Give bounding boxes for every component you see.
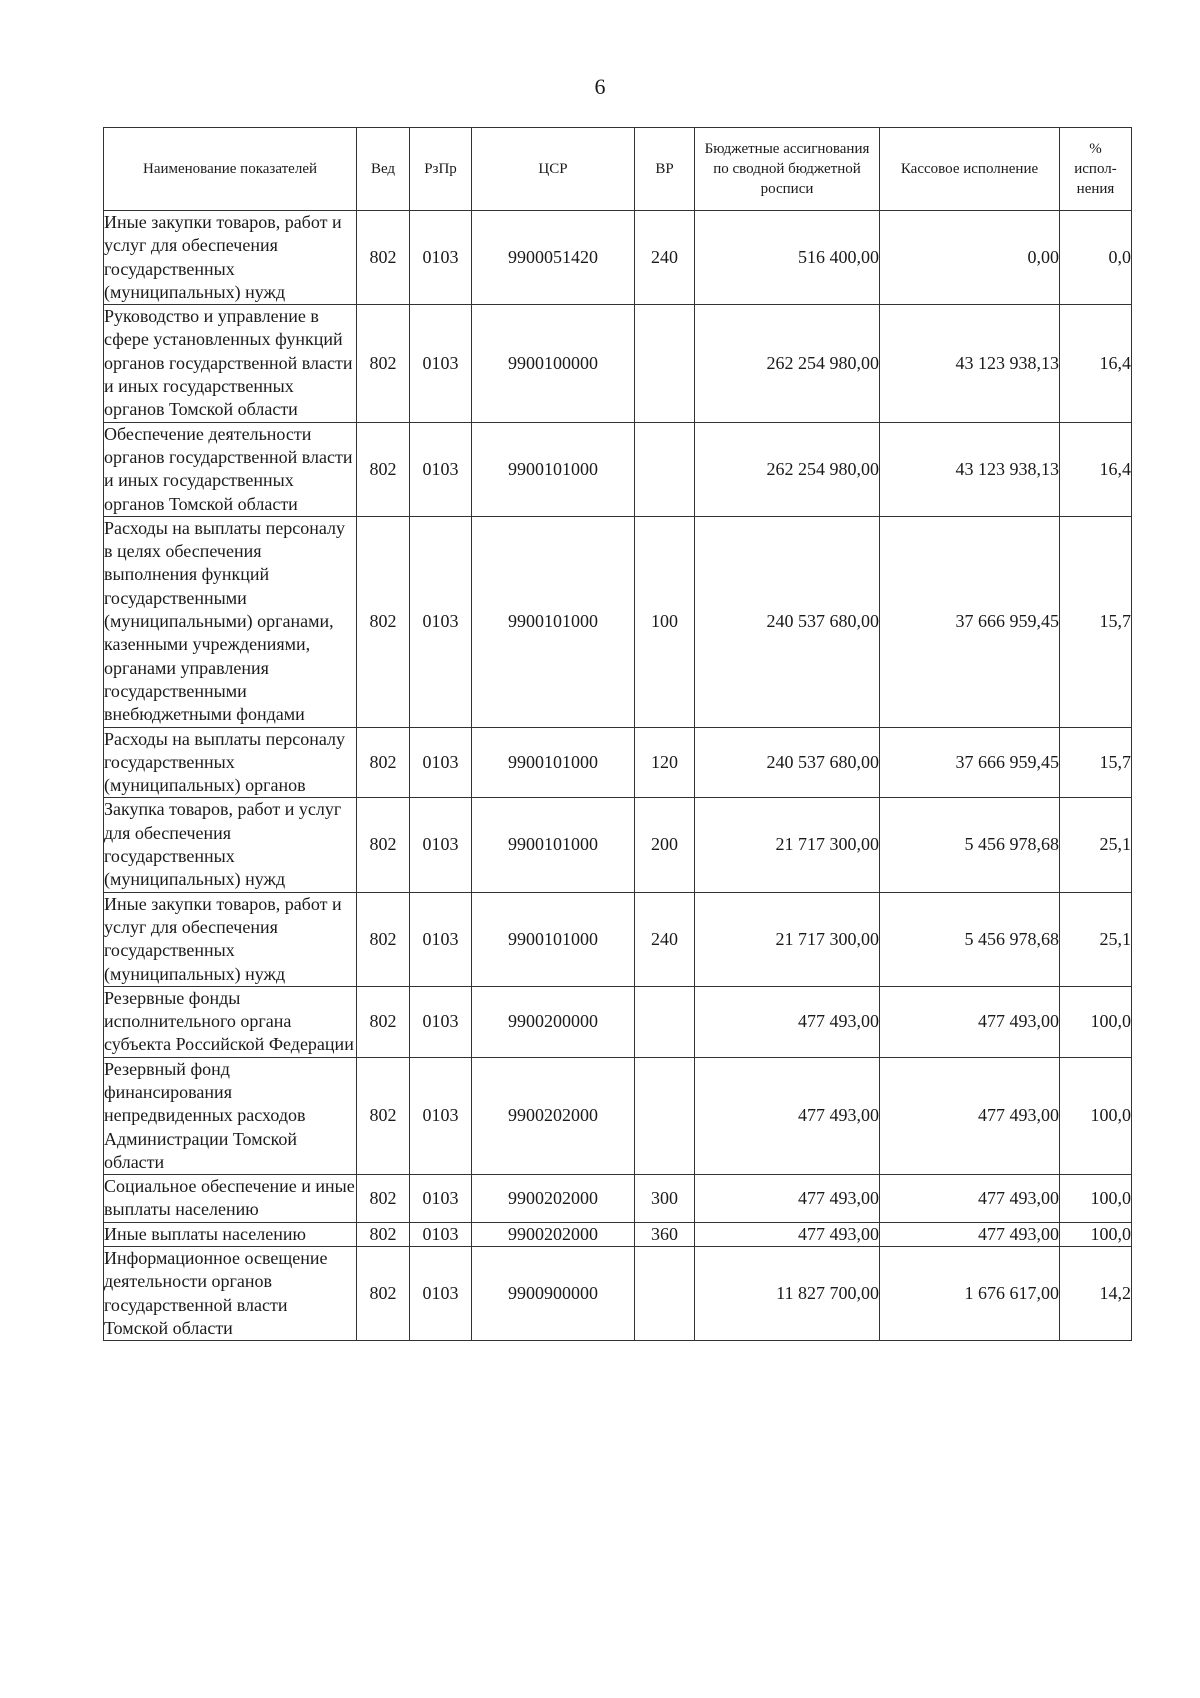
row-ved: 802 [357,986,410,1057]
row-ved: 802 [357,1057,410,1174]
table-row [104,1222,1132,1246]
row-percent: 16,4 [1060,305,1132,422]
row-cash: 5 456 978,68 [880,798,1060,892]
header-vr: ВР [635,128,695,211]
row-budget: 477 493,00 [695,1057,880,1174]
page-number: 6 [594,74,606,99]
row-name: Иные закупки товаров, работ и услуг для обеспечения государственных (муниципальных) нужд [104,892,357,986]
row-csr: 9900101000 [472,798,635,892]
row-budget: 240 537 680,00 [695,727,880,798]
budget-table [103,127,1132,1341]
row-percent: 15,7 [1060,516,1132,727]
row-csr: 9900101000 [472,516,635,727]
row-csr: 9900101000 [472,892,635,986]
row-rzpr: 0103 [410,798,472,892]
row-vr [635,986,695,1057]
row-ved: 802 [357,727,410,798]
row-ved: 802 [357,516,410,727]
row-ved: 802 [357,422,410,516]
row-rzpr: 0103 [410,305,472,422]
row-cash: 1 676 617,00 [880,1247,1060,1341]
row-ved: 802 [357,305,410,422]
row-csr: 9900202000 [472,1222,635,1246]
row-name: Закупка товаров, работ и услуг для обеспечения государственных (муниципальных) нужд [104,798,357,892]
row-ved: 802 [357,211,410,305]
table-row [104,986,1132,1057]
row-rzpr: 0103 [410,727,472,798]
row-name: Резервные фонды исполнительного органа субъекта Российской Федерации [104,986,357,1057]
table-row [104,1057,1132,1174]
row-vr: 300 [635,1175,695,1223]
row-csr: 9900051420 [472,211,635,305]
row-cash: 477 493,00 [880,986,1060,1057]
row-vr: 360 [635,1222,695,1246]
row-budget: 11 827 700,00 [695,1247,880,1341]
row-budget: 477 493,00 [695,986,880,1057]
row-csr: 9900200000 [472,986,635,1057]
row-cash: 0,00 [880,211,1060,305]
row-percent: 15,7 [1060,727,1132,798]
row-cash: 477 493,00 [880,1175,1060,1223]
table-row [104,798,1132,892]
row-budget: 262 254 980,00 [695,305,880,422]
row-budget: 477 493,00 [695,1175,880,1223]
table-row [104,516,1132,727]
row-name: Иные выплаты населению [104,1222,357,1246]
row-name: Расходы на выплаты персоналу в целях обеспечения выполнения функций государственными (муниципальными) органами, казенными учреждениями, органами управления государственными внебюджетными фондами [104,516,357,727]
row-ved: 802 [357,892,410,986]
row-percent: 14,2 [1060,1247,1132,1341]
row-rzpr: 0103 [410,422,472,516]
table-row [104,892,1132,986]
row-rzpr: 0103 [410,1247,472,1341]
row-cash: 477 493,00 [880,1222,1060,1246]
row-csr: 9900202000 [472,1057,635,1174]
row-rzpr: 0103 [410,1057,472,1174]
row-csr: 9900100000 [472,305,635,422]
row-vr: 200 [635,798,695,892]
row-percent: 25,1 [1060,892,1132,986]
row-cash: 37 666 959,45 [880,516,1060,727]
row-vr: 120 [635,727,695,798]
row-ved: 802 [357,1175,410,1223]
row-name: Резервный фонд финансирования непредвиденных расходов Администрации Томской области [104,1057,357,1174]
row-rzpr: 0103 [410,986,472,1057]
table-row [104,727,1132,798]
row-name: Обеспечение деятельности органов государственной власти и иных государственных органов Томской области [104,422,357,516]
row-vr [635,1247,695,1341]
row-budget: 21 717 300,00 [695,798,880,892]
row-rzpr: 0103 [410,1175,472,1223]
header-budget: Бюджетные ассигнования по сводной бюджетной росписи [695,128,880,211]
row-percent: 100,0 [1060,1057,1132,1174]
header-csr: ЦСР [472,128,635,211]
row-budget: 240 537 680,00 [695,516,880,727]
table-header-row [104,128,1132,211]
row-ved: 802 [357,1247,410,1341]
row-vr: 240 [635,211,695,305]
table-row [104,1175,1132,1223]
row-csr: 9900101000 [472,727,635,798]
table-row [104,305,1132,422]
table-row [104,211,1132,305]
header-name: Наименование показателей [104,128,357,211]
row-csr: 9900202000 [472,1175,635,1223]
row-cash: 477 493,00 [880,1057,1060,1174]
table-row [104,422,1132,516]
row-budget: 262 254 980,00 [695,422,880,516]
row-cash: 5 456 978,68 [880,892,1060,986]
row-budget: 477 493,00 [695,1222,880,1246]
row-name: Руководство и управление в сфере установленных функций органов государственной власти и иных государственных органов Томской области [104,305,357,422]
header-rzpr: РзПр [410,128,472,211]
row-csr: 9900900000 [472,1247,635,1341]
row-vr: 240 [635,892,695,986]
row-vr: 100 [635,516,695,727]
row-cash: 37 666 959,45 [880,727,1060,798]
row-percent: 100,0 [1060,1175,1132,1223]
row-ved: 802 [357,1222,410,1246]
row-cash: 43 123 938,13 [880,305,1060,422]
row-name: Расходы на выплаты персоналу государственных (муниципальных) органов [104,727,357,798]
row-rzpr: 0103 [410,1222,472,1246]
row-percent: 100,0 [1060,986,1132,1057]
row-name: Иные закупки товаров, работ и услуг для обеспечения государственных (муниципальных) нужд [104,211,357,305]
header-ved: Вед [357,128,410,211]
table-row [104,1247,1132,1341]
row-vr [635,422,695,516]
row-rzpr: 0103 [410,211,472,305]
row-budget: 21 717 300,00 [695,892,880,986]
row-rzpr: 0103 [410,516,472,727]
row-percent: 16,4 [1060,422,1132,516]
row-percent: 0,0 [1060,211,1132,305]
row-name: Информационное освещение деятельности органов государственной власти Томской области [104,1247,357,1341]
row-name: Социальное обеспечение и иные выплаты населению [104,1175,357,1223]
row-cash: 43 123 938,13 [880,422,1060,516]
row-vr [635,305,695,422]
header-percent: % испол-нения [1060,128,1132,211]
row-budget: 516 400,00 [695,211,880,305]
row-percent: 100,0 [1060,1222,1132,1246]
row-vr [635,1057,695,1174]
row-percent: 25,1 [1060,798,1132,892]
header-cash: Кассовое исполнение [880,128,1060,211]
row-rzpr: 0103 [410,892,472,986]
row-csr: 9900101000 [472,422,635,516]
row-ved: 802 [357,798,410,892]
